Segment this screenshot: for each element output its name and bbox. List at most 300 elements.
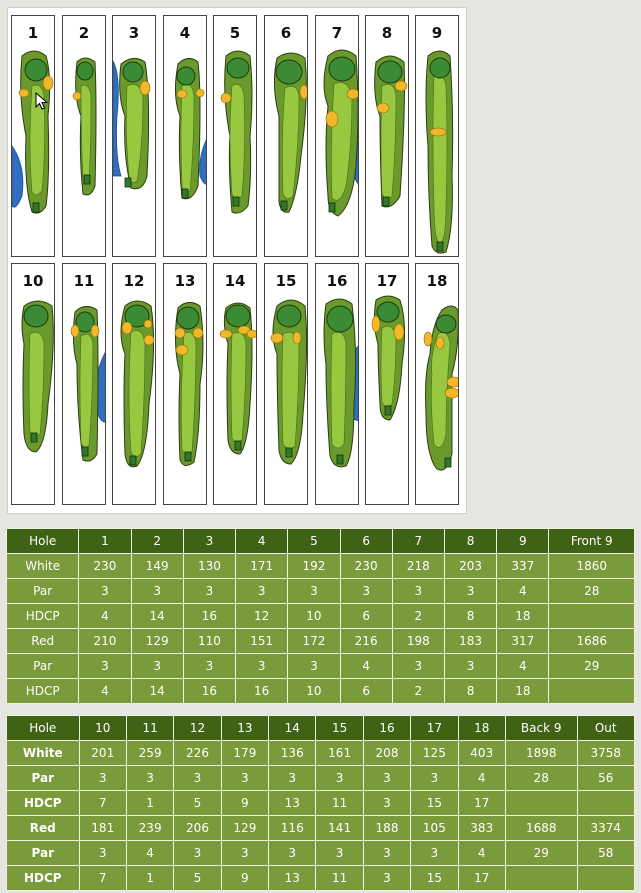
- hole-card-5[interactable]: [213, 15, 257, 257]
- tee-box: [33, 203, 39, 212]
- score-cell: 3: [221, 766, 268, 791]
- hole-card-17[interactable]: [365, 263, 409, 505]
- tee-box: [383, 197, 389, 206]
- column-header: 4: [236, 529, 288, 554]
- score-cell: 198: [392, 629, 444, 654]
- putting-green: [177, 307, 199, 329]
- sand-bunker: [372, 316, 380, 332]
- sand-bunker: [140, 81, 150, 95]
- score-cell: 110: [183, 629, 235, 654]
- score-cell: 239: [126, 816, 173, 841]
- hole-card-12[interactable]: [112, 263, 156, 505]
- water-hazard: [12, 146, 23, 207]
- score-cell: 3: [288, 579, 340, 604]
- hole-diagram: [366, 16, 409, 257]
- score-cell: 1: [126, 866, 173, 891]
- tee-box: [385, 406, 391, 415]
- hole-diagram: [316, 264, 359, 505]
- hole-card-2[interactable]: [62, 15, 106, 257]
- score-cell: 3: [340, 579, 392, 604]
- row-label: White: [7, 554, 79, 579]
- scorecard-row: [7, 841, 635, 866]
- sand-bunker: [271, 333, 283, 343]
- score-cell: 4: [458, 766, 505, 791]
- score-cell: 172: [288, 629, 340, 654]
- hole-number: 3: [128, 24, 140, 42]
- column-header: 14: [269, 716, 316, 741]
- tee-box: [84, 175, 90, 184]
- hole-number: 18: [426, 272, 448, 290]
- hole-number: 5: [229, 24, 241, 42]
- hole-number: 6: [280, 24, 292, 42]
- hole-diagram: [113, 264, 156, 505]
- putting-green: [177, 67, 195, 85]
- hole-number: 16: [326, 272, 348, 290]
- hole-diagram: [214, 16, 257, 257]
- row-label: Par: [7, 654, 79, 679]
- tee-box: [130, 456, 136, 465]
- score-cell: 206: [174, 816, 221, 841]
- sand-bunker: [73, 92, 81, 100]
- score-cell: [577, 791, 635, 816]
- hole-card-8[interactable]: [365, 15, 409, 257]
- score-cell: 3: [444, 654, 496, 679]
- score-cell: 3374: [577, 816, 635, 841]
- sand-bunker: [122, 322, 132, 334]
- putting-green: [277, 305, 301, 327]
- column-header: 10: [79, 716, 126, 741]
- score-cell: 5: [174, 791, 221, 816]
- score-cell: 6: [340, 679, 392, 704]
- sand-bunker: [377, 103, 389, 113]
- score-cell: 14: [131, 604, 183, 629]
- score-cell: 116: [269, 816, 316, 841]
- hole-card-9[interactable]: [415, 15, 459, 257]
- sand-bunker: [445, 388, 459, 398]
- column-header: 7: [392, 529, 444, 554]
- score-cell: 4: [458, 841, 505, 866]
- score-cell: 218: [392, 554, 444, 579]
- score-cell: 403: [458, 741, 505, 766]
- score-cell: 210: [79, 629, 131, 654]
- tee-box: [286, 448, 292, 457]
- score-cell: 5: [174, 866, 221, 891]
- column-header: 1: [79, 529, 131, 554]
- score-cell: 1686: [549, 629, 635, 654]
- score-cell: 16: [183, 604, 235, 629]
- score-cell: 3: [236, 654, 288, 679]
- score-cell: 3: [174, 841, 221, 866]
- hole-card-6[interactable]: [264, 15, 308, 257]
- score-cell: 3: [183, 579, 235, 604]
- putting-green: [276, 60, 302, 84]
- putting-green: [378, 61, 402, 83]
- hole-diagram: [164, 16, 207, 257]
- putting-green: [25, 59, 47, 81]
- row-label: HDCP: [7, 866, 80, 891]
- score-cell: 18: [497, 679, 549, 704]
- score-cell: 17: [458, 791, 505, 816]
- putting-green: [227, 58, 249, 78]
- score-cell: 9: [221, 866, 268, 891]
- score-cell: [577, 866, 635, 891]
- putting-green: [77, 62, 93, 80]
- score-cell: 1898: [505, 741, 577, 766]
- hole-card-13[interactable]: [163, 263, 207, 505]
- putting-green: [123, 62, 143, 82]
- sand-bunker: [394, 324, 404, 340]
- score-cell: 18: [497, 604, 549, 629]
- fairway: [230, 84, 245, 198]
- sand-bunker: [447, 377, 459, 387]
- score-cell: 216: [340, 629, 392, 654]
- hole-diagram: [113, 16, 156, 257]
- score-cell: 8: [444, 679, 496, 704]
- score-cell: 230: [79, 554, 131, 579]
- column-header: 9: [497, 529, 549, 554]
- hole-diagram: [265, 264, 308, 505]
- back-nine-scorecard: [6, 715, 635, 891]
- score-cell: 17: [458, 866, 505, 891]
- score-cell: 3: [79, 766, 126, 791]
- row-label: Par: [7, 579, 79, 604]
- score-cell: 230: [340, 554, 392, 579]
- mouse-pointer-icon: [35, 92, 49, 112]
- sand-bunker: [91, 325, 99, 337]
- score-cell: 3: [269, 766, 316, 791]
- score-cell: 259: [126, 741, 173, 766]
- scorecard-row: [7, 741, 635, 766]
- score-cell: 3: [316, 841, 363, 866]
- sand-bunker: [347, 89, 359, 99]
- column-header: 6: [340, 529, 392, 554]
- fairway: [331, 332, 346, 448]
- column-header: 5: [288, 529, 340, 554]
- score-cell: 4: [126, 841, 173, 866]
- score-cell: 3: [126, 766, 173, 791]
- scorecard-row: [7, 554, 635, 579]
- score-cell: 56: [577, 766, 635, 791]
- score-cell: 136: [269, 741, 316, 766]
- hole-number: 15: [275, 272, 297, 290]
- score-cell: 188: [363, 816, 410, 841]
- fairway: [433, 75, 447, 244]
- hole-card-14[interactable]: [213, 263, 257, 505]
- hole-card-15[interactable]: [264, 263, 308, 505]
- scorecard-row: [7, 579, 635, 604]
- score-cell: 2: [392, 679, 444, 704]
- column-header: 12: [174, 716, 221, 741]
- hole-diagram: [366, 264, 409, 505]
- putting-green: [24, 305, 48, 327]
- putting-green: [226, 305, 250, 327]
- score-cell: 3: [269, 841, 316, 866]
- fairway: [81, 85, 91, 183]
- scorecard-row: [7, 866, 635, 891]
- column-header: 13: [221, 716, 268, 741]
- sand-bunker: [43, 76, 53, 90]
- score-cell: 3: [411, 766, 458, 791]
- hole-diagram: [12, 16, 55, 257]
- sand-bunker: [326, 111, 338, 127]
- score-cell: 3: [79, 579, 131, 604]
- row-label: Par: [7, 766, 80, 791]
- score-cell: 3: [363, 766, 410, 791]
- column-header: 8: [444, 529, 496, 554]
- score-cell: 1: [126, 791, 173, 816]
- score-cell: 3: [183, 654, 235, 679]
- sand-bunker: [177, 90, 187, 98]
- score-cell: 208: [363, 741, 410, 766]
- score-cell: 11: [316, 866, 363, 891]
- score-cell: 13: [269, 866, 316, 891]
- score-cell: 337: [497, 554, 549, 579]
- score-cell: 29: [549, 654, 635, 679]
- score-cell: 3: [316, 766, 363, 791]
- hole-number: 13: [174, 272, 196, 290]
- score-cell: [505, 866, 577, 891]
- hole-number: 10: [22, 272, 44, 290]
- hole-card-7[interactable]: [315, 15, 359, 257]
- row-label: HDCP: [7, 791, 80, 816]
- score-cell: 179: [221, 741, 268, 766]
- score-cell: [549, 679, 635, 704]
- tee-box: [235, 441, 241, 450]
- score-cell: 11: [316, 791, 363, 816]
- score-cell: 16: [183, 679, 235, 704]
- score-cell: 149: [131, 554, 183, 579]
- tee-box: [437, 242, 443, 251]
- score-cell: 4: [340, 654, 392, 679]
- tee-box: [281, 201, 287, 210]
- column-header: 3: [183, 529, 235, 554]
- column-header: 15: [316, 716, 363, 741]
- sand-bunker: [196, 89, 204, 97]
- score-cell: 58: [577, 841, 635, 866]
- column-header: Front 9: [549, 529, 635, 554]
- score-cell: 29: [505, 841, 577, 866]
- score-cell: 129: [131, 629, 183, 654]
- score-cell: 181: [79, 816, 126, 841]
- sand-bunker: [430, 128, 446, 136]
- scorecard-row: [7, 654, 635, 679]
- score-cell: 183: [444, 629, 496, 654]
- hole-diagram: [63, 264, 106, 505]
- sand-bunker: [144, 320, 152, 328]
- tee-box: [337, 455, 343, 464]
- score-cell: 3: [392, 579, 444, 604]
- score-cell: 9: [221, 791, 268, 816]
- score-cell: 105: [411, 816, 458, 841]
- hole-card-10[interactable]: [11, 263, 55, 505]
- score-cell: 28: [505, 766, 577, 791]
- row-label: Par: [7, 841, 80, 866]
- score-cell: 226: [174, 741, 221, 766]
- hole-number: 14: [224, 272, 246, 290]
- score-cell: 8: [444, 604, 496, 629]
- score-cell: 13: [269, 791, 316, 816]
- score-cell: 130: [183, 554, 235, 579]
- score-cell: 203: [444, 554, 496, 579]
- hole-diagram: [164, 264, 207, 505]
- sand-bunker: [300, 85, 308, 99]
- tee-box: [445, 458, 451, 467]
- hole-card-4[interactable]: [163, 15, 207, 257]
- score-cell: 15: [411, 866, 458, 891]
- score-cell: [505, 791, 577, 816]
- score-cell: 3: [236, 579, 288, 604]
- score-cell: 2: [392, 604, 444, 629]
- score-cell: 129: [221, 816, 268, 841]
- score-cell: 3: [79, 654, 131, 679]
- hole-diagram: [316, 16, 359, 257]
- hole-diagram: [214, 264, 257, 505]
- tee-box: [329, 203, 335, 212]
- tee-box: [233, 197, 239, 206]
- row-label: Red: [7, 816, 80, 841]
- hole-number: 2: [78, 24, 90, 42]
- hole-number: 9: [431, 24, 443, 42]
- sand-bunker: [395, 81, 407, 91]
- hole-number: 7: [331, 24, 343, 42]
- water-hazard: [200, 136, 207, 184]
- score-cell: 3: [131, 654, 183, 679]
- sand-bunker: [144, 335, 154, 345]
- scorecard-row: [7, 604, 635, 629]
- score-cell: 3: [411, 841, 458, 866]
- score-cell: 125: [411, 741, 458, 766]
- score-cell: 1860: [549, 554, 635, 579]
- column-header: Hole: [7, 529, 79, 554]
- score-cell: 10: [288, 604, 340, 629]
- scorecard-row: [7, 629, 635, 654]
- hole-diagram: [12, 264, 55, 505]
- column-header: 11: [126, 716, 173, 741]
- column-header: 16: [363, 716, 410, 741]
- tee-box: [82, 447, 88, 456]
- scorecard-row: [7, 816, 635, 841]
- score-cell: 28: [549, 579, 635, 604]
- scorecard-row: [7, 766, 635, 791]
- scorecard-header-row: [7, 716, 635, 741]
- score-cell: 4: [79, 604, 131, 629]
- sand-bunker: [176, 345, 188, 355]
- sand-bunker: [293, 332, 301, 344]
- hole-card-18[interactable]: [415, 263, 459, 505]
- column-header: 17: [411, 716, 458, 741]
- tee-box: [185, 452, 191, 461]
- score-cell: 16: [236, 679, 288, 704]
- hole-diagram: [265, 16, 308, 257]
- score-cell: 1688: [505, 816, 577, 841]
- putting-green: [327, 306, 353, 332]
- score-cell: 3: [174, 766, 221, 791]
- score-cell: 161: [316, 741, 363, 766]
- score-cell: 317: [497, 629, 549, 654]
- score-cell: 171: [236, 554, 288, 579]
- hole-number: 1: [27, 24, 39, 42]
- hole-number: 8: [381, 24, 393, 42]
- row-label: White: [7, 741, 80, 766]
- score-cell: 3: [363, 791, 410, 816]
- score-cell: 15: [411, 791, 458, 816]
- column-header: Out: [577, 716, 635, 741]
- sand-bunker: [436, 337, 444, 349]
- score-cell: 3: [288, 654, 340, 679]
- scorecard-row: [7, 679, 635, 704]
- score-cell: 10: [288, 679, 340, 704]
- row-label: HDCP: [7, 679, 79, 704]
- sand-bunker: [71, 325, 79, 337]
- score-cell: 192: [288, 554, 340, 579]
- course-map: [7, 7, 467, 514]
- hole-number: 17: [376, 272, 398, 290]
- row-label: HDCP: [7, 604, 79, 629]
- score-cell: 7: [79, 866, 126, 891]
- sand-bunker: [193, 328, 203, 338]
- scorecard-header-row: [7, 529, 635, 554]
- hole-diagram: [416, 264, 459, 505]
- sand-bunker: [19, 89, 29, 97]
- score-cell: 3: [79, 841, 126, 866]
- score-cell: 6: [340, 604, 392, 629]
- sand-bunker: [247, 330, 257, 338]
- front-nine-scorecard: [6, 528, 635, 704]
- score-cell: 3: [363, 841, 410, 866]
- hole-number: 4: [179, 24, 191, 42]
- score-cell: 3: [392, 654, 444, 679]
- putting-green: [377, 302, 399, 322]
- score-cell: 4: [79, 679, 131, 704]
- column-header: Hole: [7, 716, 80, 741]
- sand-bunker: [221, 93, 231, 103]
- score-cell: [549, 604, 635, 629]
- hole-diagram: [63, 16, 106, 257]
- hole-card-3[interactable]: [112, 15, 156, 257]
- score-cell: 14: [131, 679, 183, 704]
- score-cell: 7: [79, 791, 126, 816]
- score-cell: 3: [131, 579, 183, 604]
- score-cell: 151: [236, 629, 288, 654]
- hole-number: 12: [123, 272, 145, 290]
- tee-box: [31, 433, 37, 442]
- column-header: 2: [131, 529, 183, 554]
- row-label: Red: [7, 629, 79, 654]
- score-cell: 12: [236, 604, 288, 629]
- hole-card-11[interactable]: [62, 263, 106, 505]
- column-header: 18: [458, 716, 505, 741]
- hole-diagram: [416, 16, 459, 257]
- score-cell: 3: [444, 579, 496, 604]
- tee-box: [125, 178, 131, 187]
- score-cell: 4: [497, 654, 549, 679]
- score-cell: 141: [316, 816, 363, 841]
- putting-green: [436, 315, 456, 333]
- hole-card-16[interactable]: [315, 263, 359, 505]
- score-cell: 201: [79, 741, 126, 766]
- sand-bunker: [424, 332, 432, 346]
- score-cell: 383: [458, 816, 505, 841]
- hole-card-1[interactable]: [11, 15, 55, 257]
- score-cell: 3: [363, 866, 410, 891]
- putting-green: [430, 58, 450, 78]
- score-cell: 4: [497, 579, 549, 604]
- tee-box: [182, 189, 188, 198]
- score-cell: 3: [221, 841, 268, 866]
- putting-green: [329, 57, 355, 81]
- score-cell: 3758: [577, 741, 635, 766]
- sand-bunker: [220, 330, 232, 338]
